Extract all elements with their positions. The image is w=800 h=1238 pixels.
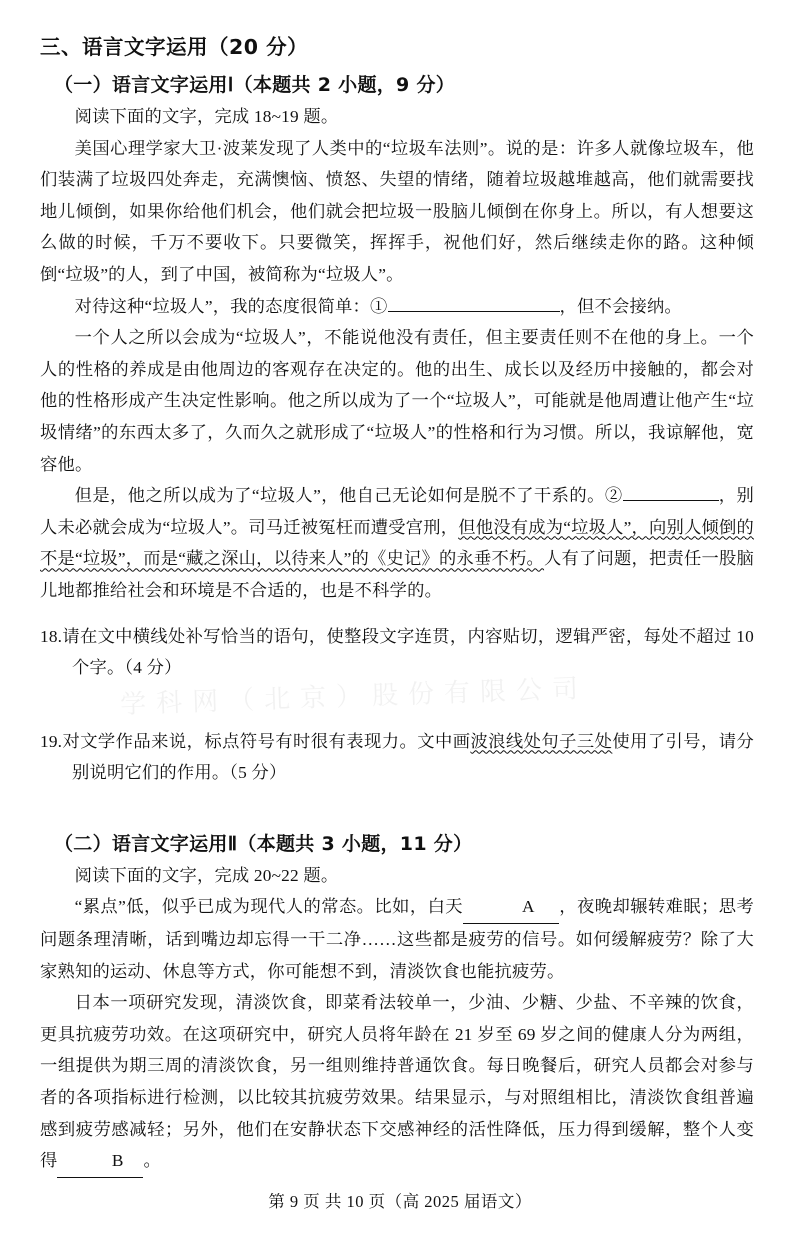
spacer: [40, 607, 754, 621]
part-one-paragraph-3: 一个人之所以会成为“垃圾人”，不能说他没有责任，但主要责任则不在他的身上。一个人的性格的养成是由他周边的客观存在决定的。他的出生、成长以及经历中接触的，都会对他的性格形成产生决定性影响。他之所以成为了一个“垃圾人”，可能就是他周遭让他产生“垃圾情绪”的东西太多了，久而久之就形成了“垃圾人”的性格和行为习惯。所以，我谅解他，宽容他。: [40, 328, 754, 474]
part-two-paragraph-2: [40, 987, 754, 1178]
paragraph-a-text-after: ，夜晚却辗转难眠；思考问题条理清晰，话到嘴边却忘得一干二净……这些都是疲劳的信号。如何缓解疲劳？除了大家熟知的运动、休息等方式，你可能想不到，清淡饮食也能抗疲劳。: [40, 897, 754, 981]
question-18-number: 18.: [40, 626, 63, 646]
answer-blank-b[interactable]: B: [57, 1145, 143, 1178]
part-two-heading-suffix: （本题共 3 小题，11 分）: [237, 832, 473, 855]
answer-blank-1[interactable]: [388, 311, 560, 312]
question-18-text: 请在文中横线处补写恰当的语句，使整段文字连贯，内容贴切，逻辑严密，每处不超过 10 个字。（4 分）: [62, 626, 754, 678]
blank2-text-after-1: ，别人未必就会成为“垃圾人”。司马迁被冤枉而遭受宫刑，: [40, 486, 754, 537]
part-two-heading-prefix: （二）语言文字运用: [54, 832, 228, 855]
watermark-decoration: 学科网（北京）股份有限公司: [119, 673, 589, 721]
part-two-paragraph-1: [40, 891, 754, 987]
part-one-paragraph-4: [40, 480, 754, 606]
part-one-instruction: 阅读下面的文字，完成 18~19 题。: [74, 107, 339, 126]
part-one-heading-roman: Ⅰ: [227, 75, 234, 96]
part-one-paragraph-1: 美国心理学家大卫·波莱发现了人类中的“垃圾车法则”。说的是：许多人就像垃圾车，他们装满了垃圾四处奔走，充满懊恼、愤怒、失望的情绪，随着垃圾越堆越高，他们就需要找地儿倾倒，如果你给他们机会，他们就会把垃圾一股脑儿倾倒在你身上。所以，有人想要这么做的时候，千万不要收下。只要微笑，挥挥手，祝他们好，然后继续走你的路。这种倾倒“垃圾”的人，到了中国，被简称为“垃圾人”。: [40, 138, 754, 284]
part-two-heading-roman: Ⅱ: [227, 833, 238, 855]
part-one-paragraph-2: [40, 291, 754, 323]
question-19-text-after: 使用了引号，请分别说明它们的作用。（5 分）: [72, 731, 754, 783]
question-19: [40, 726, 754, 789]
question-19-wavy-text: 波浪线处句子三处: [470, 731, 613, 751]
part-two-instruction: 阅读下面的文字，完成 20~22 题。: [74, 865, 339, 885]
question-19-text-before: 对文学作品来说，标点符号有时很有表现力。文中画: [62, 731, 471, 751]
paragraph-b-text-after: 。: [143, 1151, 161, 1171]
paragraph-a-text-before: “累点”低，似乎已成为现代人的常态。比如，白天: [74, 897, 464, 917]
paragraph-b-text-before: 日本一项研究发现，清淡饮食，即菜肴法较单一，少油、少糖、少盐、不辛辣的饮食，更具抗疲劳功效。在这项研究中，研究人员将年龄在 21 岁至 69 岁之间的健康人分为两组，一组提供为期三周的清淡饮食，另一组则维持普通饮食。每日晚餐后，研究人员都会对参与者的各项指标进行检测，以比较其抗疲劳效果。结果显示，与对照组相比，清淡饮食组普遍感到疲劳感减轻；另外，他们在安静状态下交感神经的活性降低，压力得到缓解，整个人变得: [40, 993, 754, 1171]
question-19-number: 19.: [40, 731, 63, 751]
blank1-text-before: 对待这种“垃圾人”，我的态度很简单：①: [74, 296, 388, 316]
part-two-heading: [54, 829, 754, 856]
wavy-underlined-sentence: 但他没有成为“垃圾人”，向别人倾倒的不是“垃圾”，而是“藏之深山，以待来人”的《史记》的永垂不朽。: [40, 517, 754, 569]
blank2-text-after-2: 人有了问题，把责任一股脑儿地都推给社会和环境是不合适的，也是不科学的。: [40, 549, 754, 600]
part-one-heading-suffix: （本题共 2 小题，9 分）: [233, 74, 456, 96]
answer-blank-2[interactable]: [623, 500, 719, 501]
part-one-heading: [54, 70, 754, 97]
blank1-text-after: ，但不会接纳。: [559, 296, 682, 316]
part-one-heading-prefix: （一）语言文字运用: [54, 74, 228, 96]
blank2-text-before: 但是，他之所以成为了“垃圾人”，他自己无论如何是脱不了干系的。②: [74, 486, 623, 506]
page-footer: 第 9 页 共 10 页（高 2025 届语文）: [268, 1192, 532, 1211]
answer-space-19: [40, 789, 754, 819]
section-heading: 三、语言文字运用（20 分）: [40, 35, 309, 59]
answer-space-18: [40, 684, 754, 726]
question-18: [40, 621, 754, 684]
answer-blank-a[interactable]: A: [463, 891, 559, 924]
